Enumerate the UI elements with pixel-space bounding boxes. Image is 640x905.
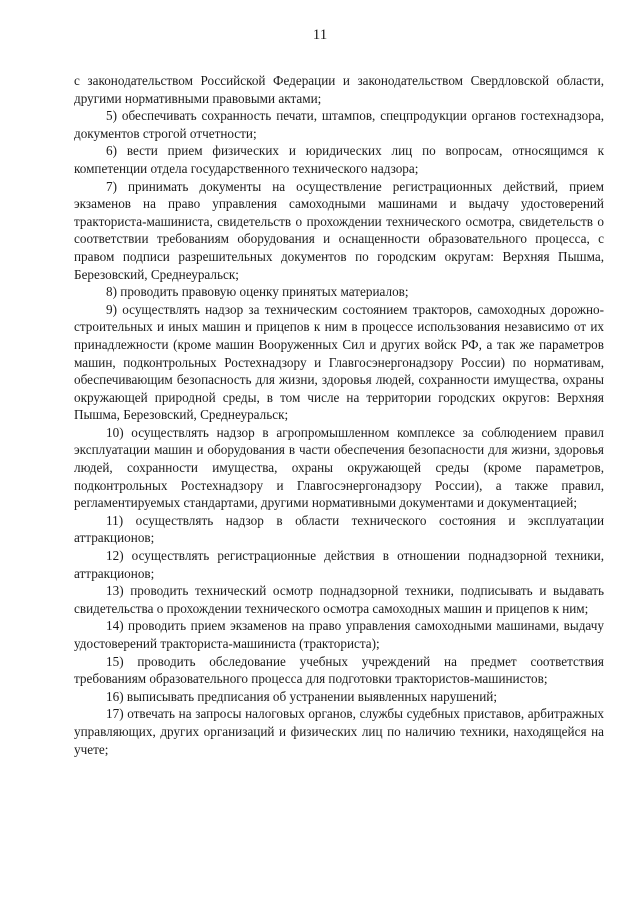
list-item-8: 8) проводить правовую оценку принятых материалов; xyxy=(106,284,409,300)
list-item-12: 12) осуществлять регистрационные действия в отношении поднадзорной техники, аттракционов; xyxy=(74,548,604,581)
paragraph-continuation: с законодательством Российской Федерации и законодательством Свердловской области, другими нормативными правовыми актами; xyxy=(74,73,604,106)
list-item-10: 10) осуществлять надзор в агропромышленном комплексе за соблюдением правил эксплуатации машин и оборудования в части обеспечения безопасности для жизни, здоровья людей, сохранности имущества, охраны окружающей среды (кроме параметров, подконтрольных Ростехнадзору и Главгосэнергонадзору России), а также правил, регламентируемых стандартами, другими нормативными документами и документацией; xyxy=(74,424,604,511)
list-item-9: 9) осуществлять надзор за техническим состоянием тракторов, самоходных дорожно-строительных и иных машин и прицепов к ним в процессе использования независимо от их принадлежности (кроме машин Вооруженных Сил и других войск РФ, а так же параметров машин, подконтрольных Ростехнадзору и Главгосэнергонадзору России) по нормативам, обеспечивающим безопасность для жизни, здоровья людей, сохранности имущества, охраны окружающей природной среды, в том числе на территории городских округов: Верхняя Пышма, Березовский, Среднеуральск; xyxy=(74,301,604,423)
list-item-17: 17) отвечать на запросы налоговых органов, службы судебных приставов, арбитражных управляющих, других организаций и физических лиц по наличию техники, находящейся на учете; xyxy=(74,706,604,757)
list-item-16: 16) выписывать предписания об устранении выявленных нарушений; xyxy=(106,688,498,704)
list-item-14: 14) проводить прием экзаменов на право управления самоходными машинами, выдачу удостоверений тракториста-машиниста (тракториста); xyxy=(74,618,604,651)
list-item-13: 13) проводить технический осмотр поднадзорной техники, подписывать и выдавать свидетельства о прохождении технического осмотра самоходных машин и прицепов к ним; xyxy=(74,583,604,616)
page-number: 11 xyxy=(312,27,328,43)
document-body xyxy=(74,72,604,758)
list-item-7: 7) принимать документы на осуществление регистрационных действий, прием экзаменов на право управления самоходными машинами и выдачу удостоверений тракториста-машиниста, свидетельств о прохождении технического осмотра, свидетельств о соответствии требованиям оборудования и оснащенности образовательного процесса, с правом подписи разрешительных документов по городским округам: Верхняя Пышма, Березовский, Среднеуральск; xyxy=(74,178,604,282)
list-item-15: 15) проводить обследование учебных учреждений на предмет соответствия требованиям образовательного процесса для подготовки трактористов-машинистов; xyxy=(74,653,604,687)
list-item-11: 11) осуществлять надзор в области технического состояния и эксплуатации аттракционов; xyxy=(74,512,604,546)
list-item-6: 6) вести прием физических и юридических лиц по вопросам, относящимся к компетенции отдела государственного технического надзора; xyxy=(74,143,604,176)
list-item-5: 5) обеспечивать сохранность печати, штампов, спецпродукции органов гостехнадзора, документов строгой отчетности; xyxy=(74,108,604,141)
